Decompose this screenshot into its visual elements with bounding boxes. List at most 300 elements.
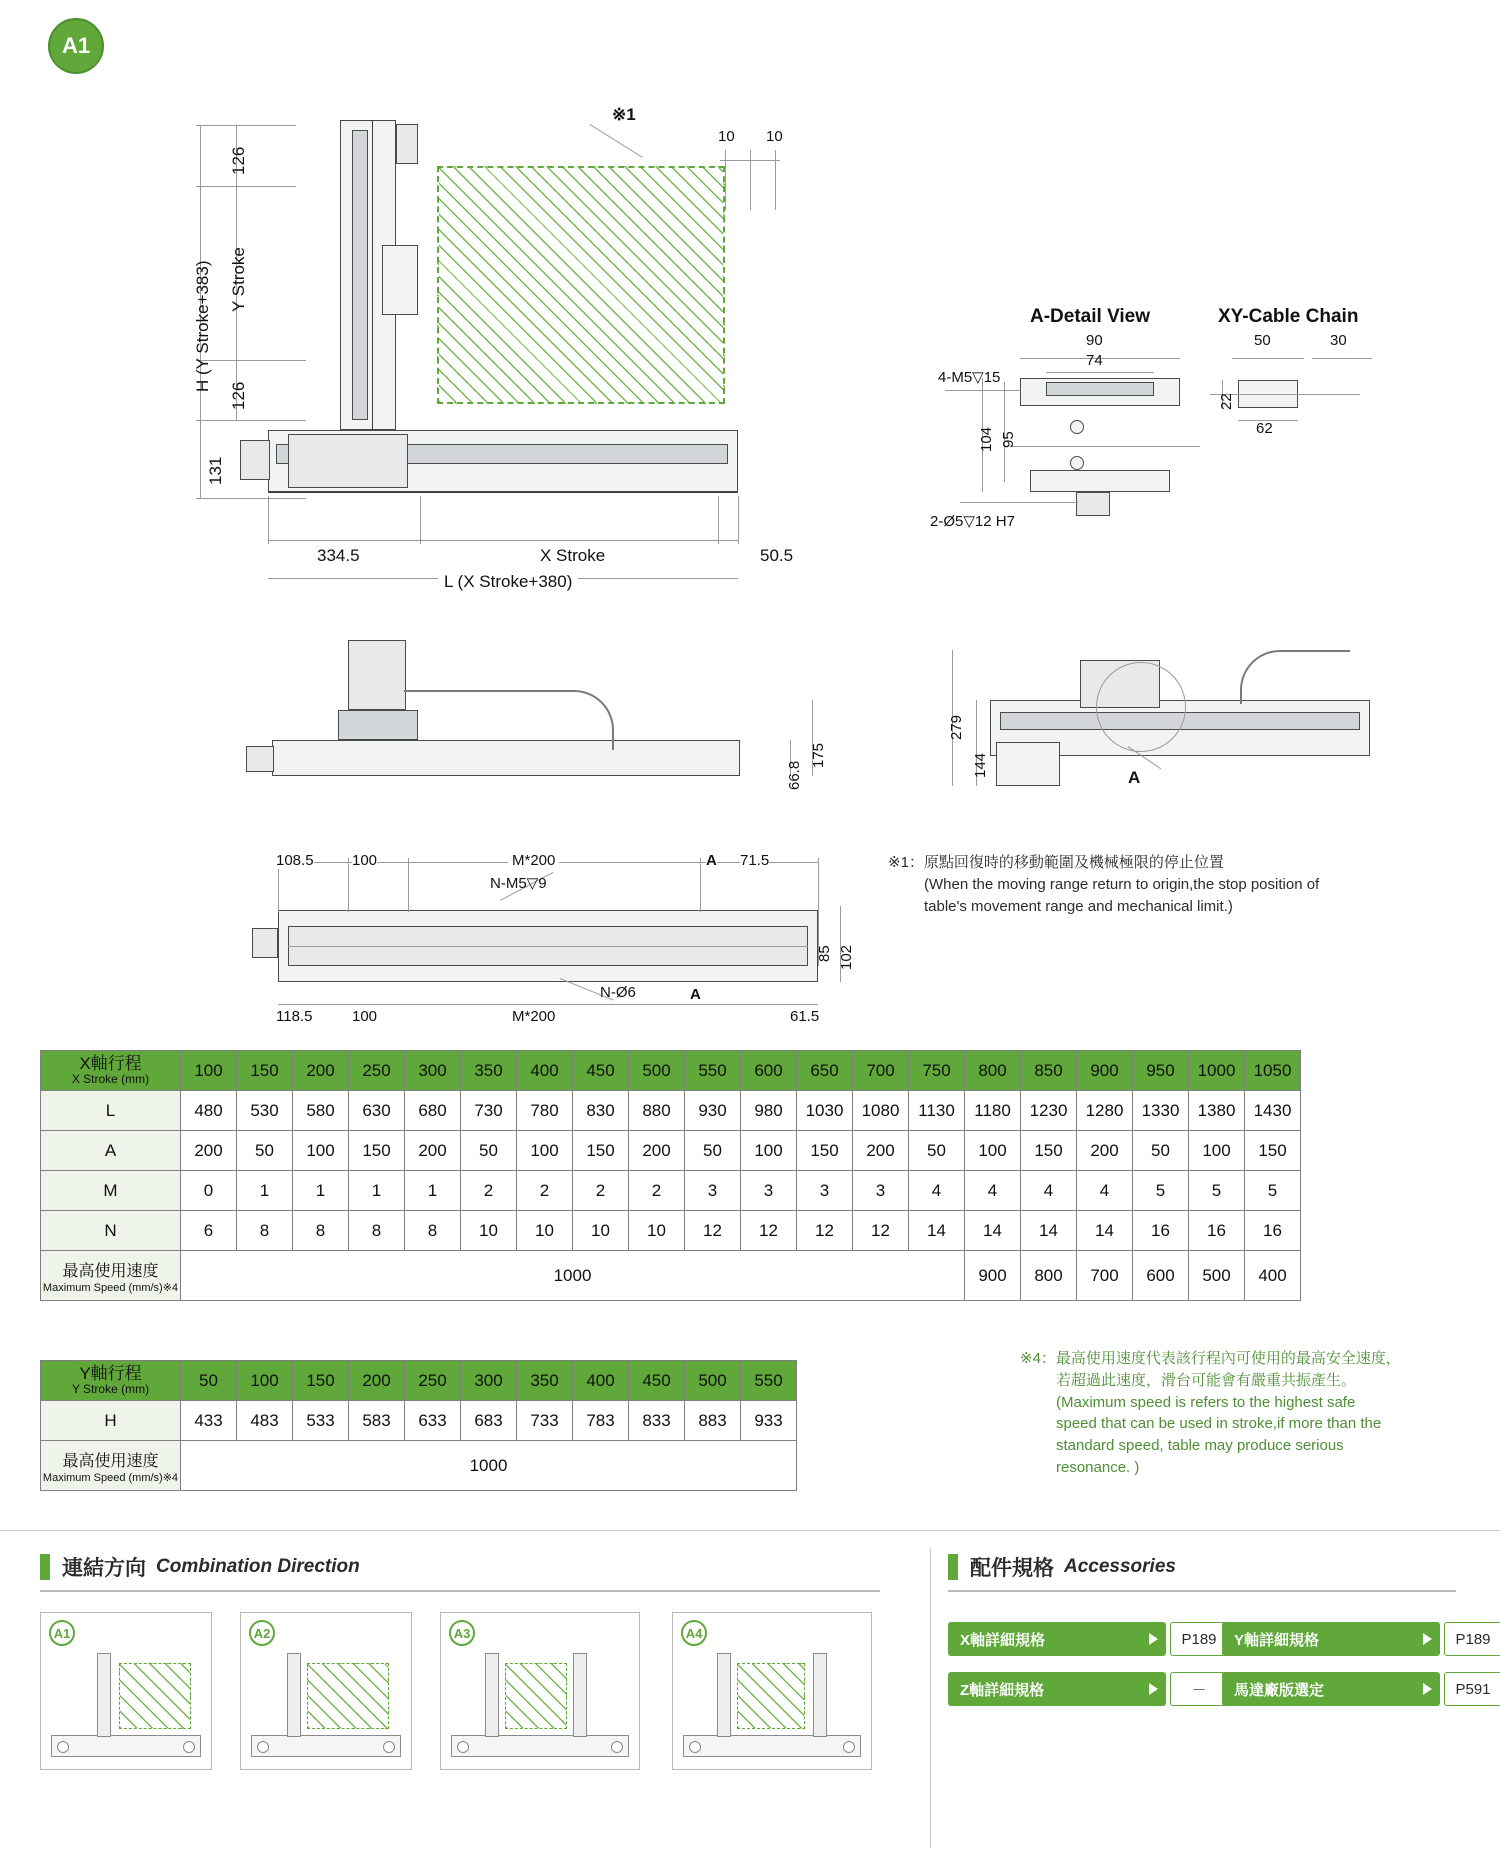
combination-column [717,1653,731,1737]
x-table-cell: 100 [741,1131,797,1171]
x-table-cell: 150 [349,1131,405,1171]
dim-126-bottom: 126 [229,381,248,410]
y-stroke-value: 300 [461,1361,517,1401]
x-stroke-value: 150 [237,1051,293,1091]
x-table-cell: 2 [461,1171,517,1211]
x-table-cell: 1 [237,1171,293,1211]
y-table-row-label: H [41,1401,181,1441]
y-table-header-row [41,1361,797,1401]
dim-95: 95 [1000,431,1017,448]
y-table-cell: 583 [349,1401,405,1441]
dim-108-5: 108.5 [276,852,314,869]
dim-m200-top: M*200 [508,852,559,869]
chevron-right-icon [1149,1633,1158,1645]
x-table-cell: 12 [797,1211,853,1251]
x-table-row-label: N [41,1211,181,1251]
x-table-cell: 980 [741,1091,797,1131]
x-table-cell: 16 [1189,1211,1245,1251]
x-speed-label-cn: 最高使用速度 [62,1262,159,1280]
cable-chain-title: XY-Cable Chain [1218,306,1359,327]
x-table-cell: 1 [405,1171,461,1211]
side-view-motor [246,746,274,772]
y-stroke-value: 250 [405,1361,461,1401]
x-table-cell: 12 [741,1211,797,1251]
label-n-o6: N-Ø6 [600,984,636,1001]
x-stroke-value: 500 [629,1051,685,1091]
combination-base-dot-right [843,1741,855,1753]
combination-work-area [119,1663,191,1729]
x-table-cell: 780 [517,1091,573,1131]
x-table-cell: 1380 [1189,1091,1245,1131]
x-stroke-table [40,1050,1301,1301]
ext-x-right [738,496,739,544]
x-table-cell: 830 [573,1091,629,1131]
x-stroke-value: 550 [685,1051,741,1091]
footnote-4 [1020,1348,1490,1479]
dim-85: 85 [816,945,833,962]
combination-underline [40,1590,880,1592]
combination-title-cn: 連結方向 [62,1557,146,1580]
x-stroke-header-cn: X軸行程 [79,1054,142,1074]
combination-base-rail [51,1735,201,1757]
dim-50: 50 [1254,332,1271,349]
y-table-cell: 883 [685,1401,741,1441]
dim-x-stroke: X Stroke [540,546,606,565]
x-table-cell: 12 [685,1211,741,1251]
dim-74: 74 [1086,352,1103,369]
combination-base-rail [683,1735,861,1757]
ext-plan-4 [700,858,701,912]
dim-102: 102 [838,944,855,970]
right-view-base [996,742,1060,786]
ext-line-126a [196,186,296,187]
x-table-cell: 4 [1077,1171,1133,1211]
x-table-cell: 14 [1021,1211,1077,1251]
x-table-cell: 10 [461,1211,517,1251]
x-speed-cell: 600 [1133,1251,1189,1301]
x-stroke-value: 300 [405,1051,461,1091]
y-stroke-value: 350 [517,1361,573,1401]
x-stroke-value: 600 [741,1051,797,1091]
y-stroke-value: 450 [629,1361,685,1401]
dim-61-5: 61.5 [790,1008,820,1025]
dim-line-plan-bottom [278,1004,818,1005]
x-table-cell: 50 [1133,1131,1189,1171]
accessory-button[interactable] [1222,1672,1440,1706]
combination-base-dot-left [457,1741,469,1753]
dim-62: 62 [1256,420,1273,437]
x-speed-label [41,1251,181,1301]
dim-a-top: A [706,852,717,869]
footnote-4-cn-2: 若超過此速度，滑台可能會有嚴重共振產生。 [1056,1371,1357,1389]
x-speed-cell: 400 [1245,1251,1301,1301]
x-table-cell: 930 [685,1091,741,1131]
combination-card-badge: A1 [49,1620,75,1646]
x-axis-motor [240,440,270,480]
dim-50-5: 50.5 [760,546,794,565]
x-stroke-value: 850 [1021,1051,1077,1091]
x-table-cell: 14 [909,1211,965,1251]
y-axis-carriage [382,245,418,315]
x-table-speed-row [41,1251,1301,1301]
ext-line-top [196,125,296,126]
accessory-page-ref[interactable]: P189 [1444,1622,1500,1656]
y-stroke-value: 400 [573,1361,629,1401]
dim-22: 22 [1218,393,1235,410]
dim-100-b: 100 [352,1008,378,1025]
x-speed-cell: 700 [1077,1251,1133,1301]
combination-work-area [307,1663,389,1729]
combination-card-badge: A3 [449,1620,475,1646]
x-stroke-value: 1000 [1189,1051,1245,1091]
y-stroke-value: 500 [685,1361,741,1401]
x-table-cell: 200 [405,1131,461,1171]
x-table-cell: 1080 [853,1091,909,1131]
vertical-divider [930,1548,931,1848]
plan-view-centerline [288,946,808,947]
accessory-page-ref[interactable]: P189 [1170,1622,1228,1656]
x-table-row [41,1091,1301,1131]
detail-centerline [1010,446,1200,447]
detail-pin-block [1076,492,1110,516]
dim-line-74 [1046,372,1154,373]
x-table-cell: 150 [1245,1131,1301,1171]
x-table-cell: 3 [853,1171,909,1211]
y-table-cell: 833 [629,1401,685,1441]
label-detail-a: A [1128,768,1141,787]
x-table-cell: 100 [517,1131,573,1171]
x-table-cell: 5 [1133,1171,1189,1211]
combination-base-dot-right [183,1741,195,1753]
leader-line-note1 [589,124,642,158]
y-table-row [41,1401,797,1441]
y-stroke-value: 100 [237,1361,293,1401]
y-table-cell: 483 [237,1401,293,1441]
x-table-cell: 8 [405,1211,461,1251]
x-stroke-value: 350 [461,1051,517,1091]
combination-column [485,1653,499,1737]
dim-131: 131 [206,456,225,485]
x-stroke-value: 450 [573,1051,629,1091]
footnote-4-cn-1: 最高使用速度代表該行程內可使用的最高安全速度， [1055,1350,1401,1367]
x-table-cell: 5 [1189,1171,1245,1211]
accessories-underline [948,1590,1456,1592]
x-table-cell: 10 [629,1211,685,1251]
ext-plan-2 [348,858,349,912]
combination-base-dot-left [689,1741,701,1753]
combination-column [287,1653,301,1737]
ext-x-left [268,496,269,544]
x-table-cell: 14 [965,1211,1021,1251]
note-mark-1: ※1 [612,105,636,124]
x-stroke-value: 750 [909,1051,965,1091]
x-table-cell: 200 [1077,1131,1133,1171]
accessories-header [948,1552,1176,1582]
x-table-cell: 14 [1077,1211,1133,1251]
y-table-cell: 933 [741,1401,797,1441]
y-stroke-table [40,1360,797,1491]
y-stroke-value: 550 [741,1361,797,1401]
detail-plate-bottom [1030,470,1170,492]
detail-hole-2 [1070,456,1084,470]
ext-x-mid2 [718,496,719,544]
x-table-cell: 150 [797,1131,853,1171]
x-table-cell: 730 [461,1091,517,1131]
accessory-page-ref[interactable]: － [1170,1672,1228,1706]
x-table-cell: 100 [965,1131,1021,1171]
ext-10-a [725,150,726,210]
accessories-title-cn: 配件規格 [970,1557,1054,1580]
accessory-button[interactable] [948,1622,1166,1656]
x-table-cell: 50 [461,1131,517,1171]
y-table-cell: 633 [405,1401,461,1441]
dim-line-10 [720,160,780,161]
x-table-cell: 1430 [1245,1091,1301,1131]
y-speed-label-en: Maximum Speed (mm/s)※4 [42,1471,179,1484]
x-table-cell: 0 [181,1171,237,1211]
dim-100-a: 100 [352,852,378,869]
dim-10-b: 10 [766,128,783,145]
dim-144: 144 [972,752,989,778]
dim-118-5: 118.5 [276,1008,313,1025]
x-axis-base-line [268,492,738,493]
y-stroke-value: 50 [181,1361,237,1401]
x-table-cell: 6 [181,1211,237,1251]
y-stroke-value: 200 [349,1361,405,1401]
x-stroke-value: 900 [1077,1051,1133,1091]
combination-base-dot-right [383,1741,395,1753]
y-table-speed-row [41,1441,797,1491]
leader-2o5 [960,502,1078,503]
ext-line-126b [196,420,306,421]
x-stroke-value: 800 [965,1051,1021,1091]
accessory-page-ref[interactable]: P591 [1444,1672,1500,1706]
right-view-cable-chain [1240,650,1350,704]
x-table-row-label: L [41,1091,181,1131]
y-stroke-header [41,1361,181,1401]
ext-plan-5 [818,858,819,912]
x-table-cell: 100 [1189,1131,1245,1171]
ext-line-bottom [196,498,306,499]
combination-header-marker [40,1554,50,1580]
accessory-label: Y軸詳細規格 [1234,1631,1320,1649]
x-table-cell: 150 [1021,1131,1077,1171]
x-table-cell: 3 [685,1171,741,1211]
x-stroke-value: 950 [1133,1051,1189,1091]
footnote-1-mark-text: ※1： [888,854,924,871]
y-table-cell: 733 [517,1401,573,1441]
x-table-row-label: M [41,1171,181,1211]
model-badge: A1 [48,18,104,74]
combination-card-badge: A4 [681,1620,707,1646]
x-table-cell: 50 [685,1131,741,1171]
x-stroke-header [41,1051,181,1091]
combination-base-dot-left [57,1741,69,1753]
dim-90: 90 [1086,332,1103,349]
accessory-button[interactable] [1222,1622,1440,1656]
combination-card[interactable] [240,1612,412,1770]
x-table-cell: 150 [573,1131,629,1171]
x-table-cell: 630 [349,1091,405,1131]
x-table-cell: 50 [909,1131,965,1171]
section-divider [0,1530,1500,1531]
combination-column [813,1653,827,1737]
footnote-1-cn: 原點回復時的移動範圍及機械極限的停止位置 [923,854,1224,871]
accessory-button[interactable] [948,1672,1166,1706]
footnote-4-en-3: standard speed, table may produce serious [1056,1437,1344,1454]
detail-view-title: A-Detail View [1030,306,1151,327]
dim-y-stroke: Y Stroke [229,247,248,312]
x-table-cell: 10 [573,1211,629,1251]
ext-10-b [750,150,751,210]
x-table-cell: 5 [1245,1171,1301,1211]
y-axis-rail [352,130,368,420]
side-view-head [348,640,406,710]
dim-10-a: 10 [718,128,735,145]
y-table-cell: 533 [293,1401,349,1441]
x-speed-label-en: Maximum Speed (mm/s)※4 [42,1281,179,1294]
x-table-cell: 3 [797,1171,853,1211]
footnote-4-en-2: speed that can be used in stroke,if more than the [1056,1415,1382,1433]
ext-10-c [775,150,776,210]
combination-column [97,1653,111,1737]
x-table-cell: 2 [629,1171,685,1211]
combination-base-rail [251,1735,401,1757]
x-table-cell: 1030 [797,1091,853,1131]
combination-card[interactable] [672,1612,872,1770]
y-stroke-header-cn: Y軸行程 [79,1364,142,1384]
footnote-4-en-4: resonance. ) [1056,1458,1140,1476]
dim-175: 175 [810,742,827,768]
accessories-header-marker [948,1554,958,1580]
y-speed-group-value: 1000 [181,1441,797,1491]
dim-line-131 [200,420,201,498]
combination-card[interactable] [440,1612,640,1770]
y-stroke-header-en: Y Stroke (mm) [71,1382,150,1397]
accessory-label: X軸詳細規格 [960,1631,1046,1649]
detail-circle-a [1096,662,1186,752]
x-table-cell: 1 [293,1171,349,1211]
x-table-row-label: A [41,1131,181,1171]
accessories-title-en: Accessories [1064,1556,1176,1577]
x-table-cell: 680 [405,1091,461,1131]
x-table-cell: 8 [349,1211,405,1251]
x-stroke-value: 250 [349,1051,405,1091]
x-table-cell: 4 [1021,1171,1077,1211]
footnote-1-en-1: (When the moving range return to origin,the stop position of [924,875,1320,893]
dim-m200-bottom: M*200 [508,1008,559,1025]
x-speed-cell: 800 [1021,1251,1077,1301]
dim-line-50 [1232,358,1304,359]
combination-work-area [505,1663,567,1729]
label-4-m5: 4-M5▽15 [938,369,1001,386]
chevron-right-icon [1149,1683,1158,1695]
accessory-label: 馬達廠版選定 [1234,1681,1325,1699]
x-table-cell: 1130 [909,1091,965,1131]
x-table-row [41,1131,1301,1171]
dim-334-5: 334.5 [317,546,360,565]
side-view-cable-chain [404,690,614,750]
y-axis-centerline [372,120,373,430]
x-table-cell: 12 [853,1211,909,1251]
dim-line-x-chain [268,540,738,541]
combination-base-dot-right [611,1741,623,1753]
chevron-right-icon [1423,1683,1432,1695]
x-table-cell: 3 [741,1171,797,1211]
x-axis-carriage [288,434,408,488]
x-table-cell: 200 [181,1131,237,1171]
x-table-cell: 1330 [1133,1091,1189,1131]
x-table-cell: 4 [909,1171,965,1211]
dim-279: 279 [948,714,965,740]
x-stroke-value: 200 [293,1051,349,1091]
chevron-right-icon [1423,1633,1432,1645]
x-speed-cell: 500 [1189,1251,1245,1301]
y-table-cell: 683 [461,1401,517,1441]
x-table-cell: 1 [349,1171,405,1211]
dim-a-bottom: A [690,986,701,1003]
detail-hole-1 [1070,420,1084,434]
y-table-cell: 433 [181,1401,237,1441]
y-speed-label-cn: 最高使用速度 [62,1452,159,1470]
y-axis-motor [396,124,418,164]
x-table-cell: 16 [1245,1211,1301,1251]
plan-view-motor [252,928,278,958]
y-stroke-value: 150 [293,1361,349,1401]
x-stroke-value: 100 [181,1051,237,1091]
x-table-cell: 480 [181,1091,237,1131]
x-table-cell: 8 [237,1211,293,1251]
x-table-cell: 4 [965,1171,1021,1211]
dim-line-30 [1312,358,1372,359]
combination-card-badge: A2 [249,1620,275,1646]
x-table-cell: 10 [517,1211,573,1251]
dim-l-total: L (X Stroke+380) [438,572,578,592]
combination-base-rail [451,1735,629,1757]
dim-66-8: 66.8 [786,760,803,790]
label-n-m5: N-M5▽9 [490,875,547,892]
x-speed-cell: 900 [965,1251,1021,1301]
x-table-cell: 2 [573,1171,629,1211]
x-table-cell: 1230 [1021,1091,1077,1131]
label-2-o5: 2-Ø5▽12 H7 [930,513,1015,530]
x-stroke-value: 400 [517,1051,573,1091]
work-envelope-hatch [437,166,725,404]
x-table-cell: 16 [1133,1211,1189,1251]
x-table-cell: 530 [237,1091,293,1131]
ext-x-mid1 [420,496,421,544]
footnote-4-en-1: (Maximum speed is refers to the highest safe [1056,1393,1356,1411]
x-stroke-value: 700 [853,1051,909,1091]
accessory-label: Z軸詳細規格 [960,1681,1045,1699]
x-table-cell: 200 [629,1131,685,1171]
combination-card[interactable] [40,1612,212,1770]
x-table-cell: 8 [293,1211,349,1251]
footnote-4-mark: ※4： [1020,1350,1056,1367]
combination-column [573,1653,587,1737]
footnote-1-en-2: table's movement range and mechanical limit.) [924,897,1233,915]
dim-30: 30 [1330,332,1347,349]
footnote-1 [888,852,1478,917]
x-table-cell: 50 [237,1131,293,1171]
dim-104: 104 [978,426,995,452]
x-table-cell: 1180 [965,1091,1021,1131]
dim-126-top: 126 [229,146,248,175]
x-table-cell: 100 [293,1131,349,1171]
x-table-row [41,1171,1301,1211]
x-table-cell: 580 [293,1091,349,1131]
leader-4m5 [945,390,1021,391]
